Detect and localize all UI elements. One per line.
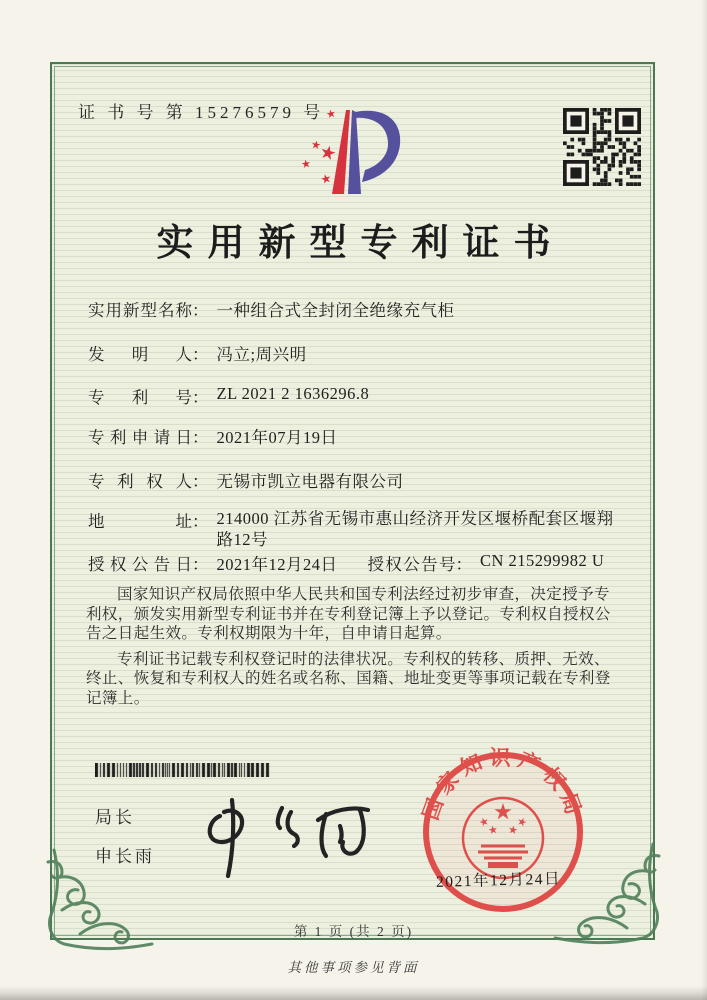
field-label: 专利号 xyxy=(88,388,192,407)
legal-paragraph-2: 专利证书记载专利权登记时的法律状况。专利权的转移、质押、无效、终止、恢复和专利权人的姓名或名称、国籍、地址变更等事项记载在专利登记簿上。 xyxy=(86,650,611,707)
field-value: 2021年12月24日 xyxy=(216,555,338,574)
field-utility-model-name: 实用新型名称 ： 一种组合式全封闭全绝缘充气柜 xyxy=(88,297,620,321)
director-block xyxy=(95,803,155,867)
field-value: 无锡市凯立电器有限公司 xyxy=(216,472,404,491)
director-title: 局长 xyxy=(95,808,135,827)
field-patent-number: 专利号 ： ZL 2021 2 1636296.8 xyxy=(88,384,370,407)
certificate-title: 实用新型专利证书 xyxy=(156,223,565,264)
director-name: 申长雨 xyxy=(95,847,155,866)
field-label: 发明人 xyxy=(88,345,192,364)
page-number: 第 1 页 (共 2 页) xyxy=(293,924,414,939)
field-label: 地址 xyxy=(88,512,192,531)
cnipa-logo-icon xyxy=(298,106,436,198)
director-signature xyxy=(190,778,380,883)
field-patentee: 专利权人 ： 无锡市凯立电器有限公司 xyxy=(88,468,620,492)
field-grant-number: 授权公告号 ： CN 215299982 U xyxy=(367,551,605,574)
field-value: 2021年07月19日 xyxy=(216,428,338,447)
field-label: 实用新型名称 xyxy=(88,301,192,320)
field-value: 一种组合式全封闭全绝缘充气柜 xyxy=(216,301,455,320)
field-label: 授权公告日 xyxy=(88,555,192,574)
field-label: 专利权人 xyxy=(88,472,192,491)
back-side-note: 其他事项参见背面 xyxy=(287,960,420,975)
field-value: ZL 2021 2 1636296.8 xyxy=(216,384,370,403)
qr-code xyxy=(563,108,641,186)
field-label: 专利申请日 xyxy=(88,428,192,447)
field-value: 冯立;周兴明 xyxy=(216,345,307,364)
scan-edge-shadow xyxy=(0,986,707,1000)
barcode xyxy=(95,763,271,777)
legal-text xyxy=(86,585,620,714)
certificate-number: 证 书 号 第 15276579 号 xyxy=(78,103,325,122)
field-inventors: 发明人 ： 冯立;周兴明 xyxy=(88,341,620,365)
field-filing-date: 专利申请日 ： 2021年07月19日 xyxy=(88,424,620,448)
field-grant-announcement: 授权公告日 ： 2021年12月24日 授权公告号 ： CN 215299982 U xyxy=(88,551,605,574)
seal-date: 2021年12月24日 xyxy=(435,870,562,891)
scan-edge-shadow xyxy=(701,0,707,1000)
legal-paragraph-1: 国家知识产权局依照中华人民共和国专利法经过初步审查，决定授予专利权，颁发实用新型专利证书并在专利登记簿上予以登记。专利权自授权公告之日起生效。专利权期限为十年，自申请日起算。 xyxy=(86,586,611,642)
svg-text:国家知识产权局: 国家知识产权局 xyxy=(418,746,588,824)
field-value: 214000 江苏省无锡市惠山经济开发区堰桥配套区堰翔路12号 xyxy=(216,509,614,549)
field-value: CN 215299982 U xyxy=(480,551,605,570)
field-address: 地址 ： 214000 江苏省无锡市惠山经济开发区堰桥配套区堰翔路12号 xyxy=(88,508,620,550)
field-label: 授权公告号 xyxy=(367,555,456,574)
